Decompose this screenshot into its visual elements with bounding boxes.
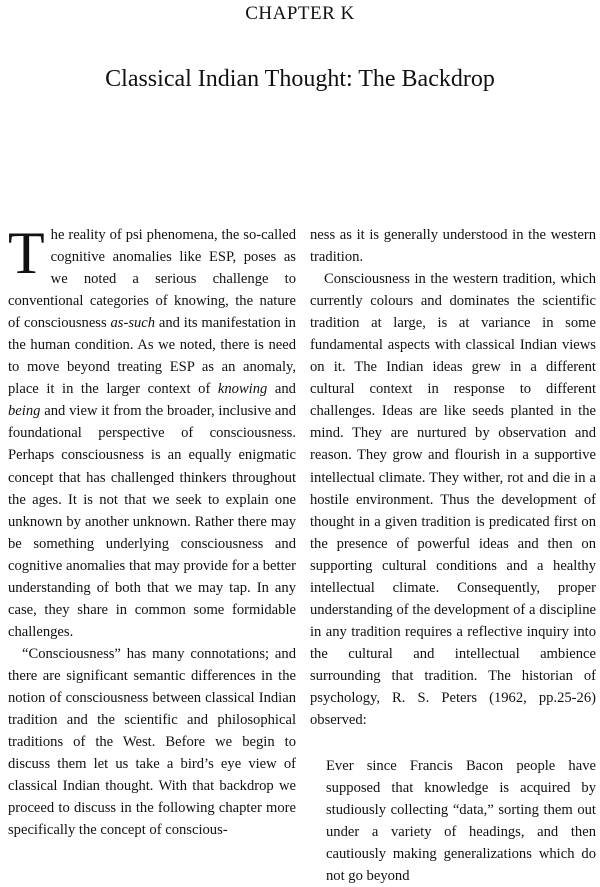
chapter-label: CHAPTER K — [245, 3, 355, 24]
left-column — [8, 220, 296, 841]
paragraph: “Consciousness” has many connotations; and there are significant semantic differences in the notion of consciousness between classical Indian tradition and the scientific and philosophical traditions of the West. Before we begin to discuss them let us take a bird’s eye view of classical Indian thought. With that backdrop we proceed to discuss in the following chapter more specifically the concept of conscious- — [8, 645, 296, 839]
paragraph: The reality of psi phenomena, the so-called cognitive anomalies like ESP, poses as we noted a serious challenge to conventional categories of knowing, the nature of consciousness as-such and its manifestation in the human condition. As we noted, there is need to move beyond treating ESP as an anomaly, place it in the larger context of knowing and being and view it from the broader, inclusive and foundational perspective of consciousness. Perhaps consciousness is an equally enigmatic concept that has challenged thinkers throughout the ages. It is not that we seek to explain one unknown by another unknown. Rather there may be something underlying consciousness and cognitive anomalies that may provide for a better understanding of both that we may tap. In any case, they share in common some formidable challenges. — [8, 220, 296, 640]
paragraph: Consciousness in the western tradition, which currently colours and dominates the scientific tradition at large, is at variance in some fundamental aspects with classical Indian views on it. The Indian ideas grew in a different cultural context in response to different challenges. Ideas are like seeds planted in the mind. They are nurtured by observation and reason. They grow and flourish in a supportive intellectual climate. They wither, rot and die in a hostile environment. Thus the development of thought in a given tradition is predicated first on the presence of powerful ideas and then on supporting cultural conditions and a healthy intellectual climate. Consequently, proper understanding of the development of a discipline in any tradition requires a reflective inquiry into the cultural and intellectual ambience surrounding that tradition. The historian of psychology, R. S. Peters (1962, pp.25-26) observed: — [310, 271, 596, 729]
block-quote: Ever since Francis Bacon people have supposed that knowledge is acquired by studiously collecting “data,” sorting them out under a variety of headings, and then cautiously making generalizations which do not go beyond — [326, 758, 596, 885]
right-column — [310, 224, 596, 887]
paragraph: ness as it is generally understood in the western tradition. — [310, 227, 596, 266]
chapter-title: Classical Indian Thought: The Backdrop — [105, 66, 495, 92]
drop-cap: T — [8, 220, 45, 286]
